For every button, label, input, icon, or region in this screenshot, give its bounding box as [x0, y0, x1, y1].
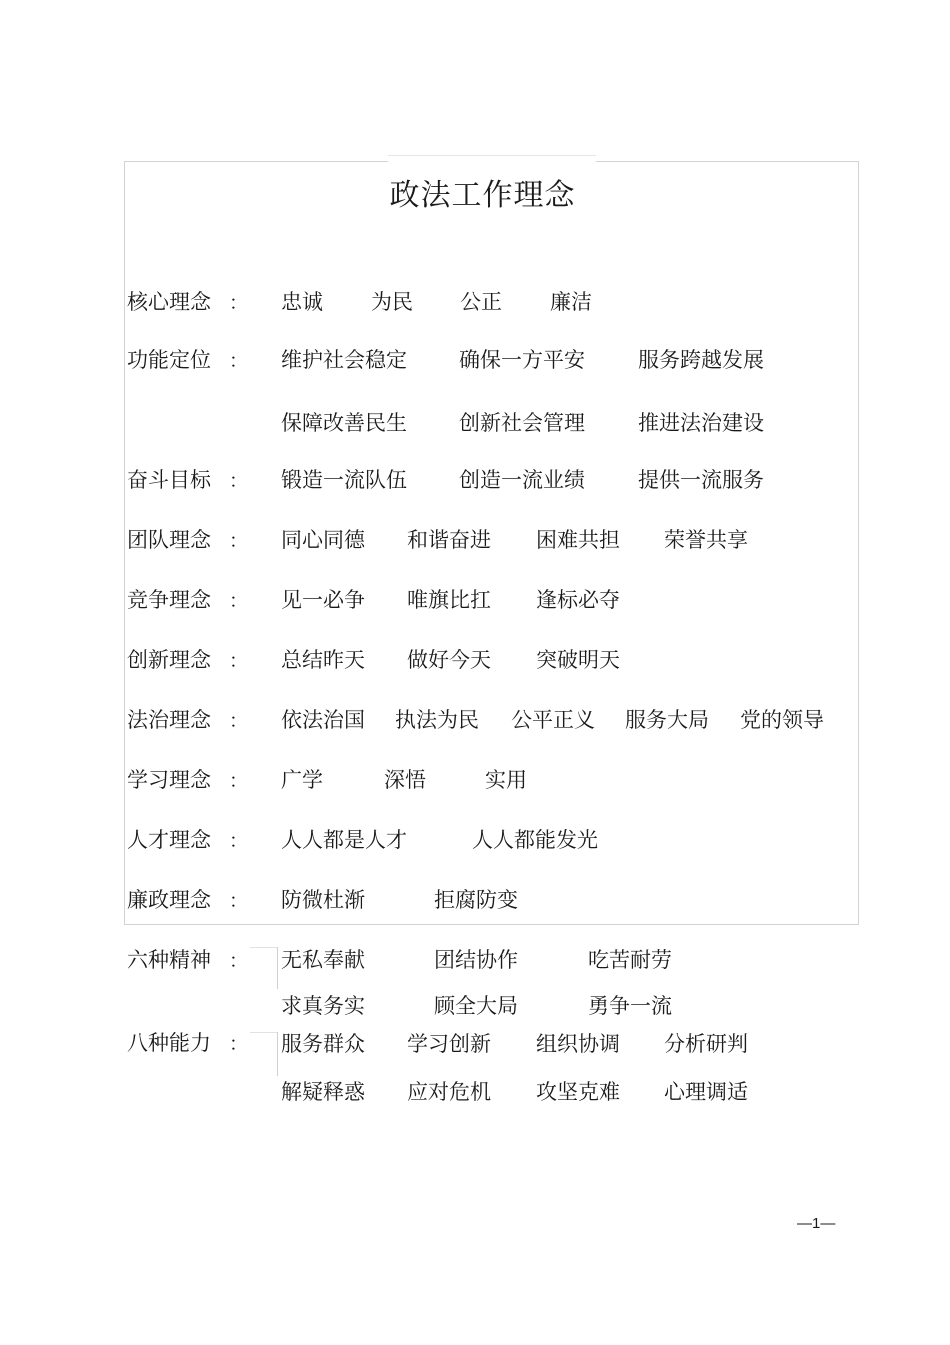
row-item: 人人都是人才: [281, 828, 407, 852]
row-label: 廉政理念: [127, 888, 211, 912]
row-colon: ：: [229, 650, 249, 672]
row-item: 维护社会稳定: [281, 348, 407, 372]
row-item: 组织协调: [536, 1032, 620, 1056]
row-item: 应对危机: [407, 1080, 491, 1104]
row-colon: ：: [229, 1033, 249, 1055]
row-item: 防微杜渐: [281, 888, 365, 912]
row-item: 为民: [371, 290, 413, 314]
row-label: 学习理念: [127, 768, 211, 792]
row-item: 见一必争: [281, 588, 365, 612]
row-item: 锻造一流队伍: [281, 468, 407, 492]
row-item: 攻坚克难: [536, 1080, 620, 1104]
row-item: 学习创新: [407, 1032, 491, 1056]
row-label: 奋斗目标: [127, 468, 211, 492]
title-gap: [388, 155, 596, 165]
bracket-line: [250, 947, 278, 948]
row-item: 保障改善民生: [281, 411, 407, 435]
row-item: 逢标必夺: [536, 588, 620, 612]
row-colon: ：: [229, 350, 249, 372]
row-item: 同心同德: [281, 528, 365, 552]
row-colon: ：: [229, 950, 249, 972]
row-item: 党的领导: [740, 708, 824, 732]
row-colon: ：: [229, 830, 249, 852]
row-item: 吃苦耐劳: [588, 948, 672, 972]
row-item: 无私奉献: [281, 948, 365, 972]
row-item: 忠诚: [281, 290, 323, 314]
row-label: 团队理念: [127, 528, 211, 552]
row-item: 创造一流业绩: [459, 468, 585, 492]
row-label: 创新理念: [127, 648, 211, 672]
bracket-line: [277, 947, 278, 989]
page-number: —1—: [797, 1215, 836, 1232]
bracket-line: [277, 1032, 278, 1076]
row-label: 六种精神: [127, 948, 211, 972]
row-colon: ：: [229, 770, 249, 792]
row-item: 分析研判: [664, 1032, 748, 1056]
row-item: 人人都能发光: [472, 828, 598, 852]
row-colon: ：: [229, 470, 249, 492]
row-item: 荣誉共享: [664, 528, 748, 552]
row-item: 团结协作: [434, 948, 518, 972]
row-item: 解疑释惑: [281, 1080, 365, 1104]
row-item: 服务跨越发展: [638, 348, 764, 372]
row-label: 法治理念: [127, 708, 211, 732]
row-item: 创新社会管理: [459, 411, 585, 435]
row-item: 执法为民: [395, 708, 479, 732]
row-label: 人才理念: [127, 828, 211, 852]
row-item: 勇争一流: [588, 994, 672, 1018]
row-item: 实用: [485, 768, 527, 792]
row-item: 求真务实: [281, 994, 365, 1018]
row-colon: ：: [229, 292, 249, 314]
row-item: 廉洁: [550, 290, 592, 314]
row-item: 公正: [460, 290, 502, 314]
row-item: 确保一方平安: [459, 348, 585, 372]
bracket-line: [250, 1032, 278, 1033]
row-item: 公平正义: [511, 708, 595, 732]
row-colon: ：: [229, 530, 249, 552]
row-item: 拒腐防变: [434, 888, 518, 912]
row-item: 心理调适: [664, 1080, 748, 1104]
row-item: 服务大局: [625, 708, 709, 732]
row-item: 服务群众: [281, 1032, 365, 1056]
row-item: 提供一流服务: [638, 468, 764, 492]
row-label: 竞争理念: [127, 588, 211, 612]
row-item: 顾全大局: [434, 994, 518, 1018]
document-title: 政法工作理念: [389, 178, 576, 213]
row-item: 突破明天: [536, 648, 620, 672]
row-colon: ：: [229, 890, 249, 912]
row-label: 功能定位: [127, 348, 211, 372]
row-label: 核心理念: [127, 290, 211, 314]
row-item: 依法治国: [281, 708, 365, 732]
row-item: 深悟: [384, 768, 426, 792]
row-item: 和谐奋进: [407, 528, 491, 552]
row-label: 八种能力: [127, 1031, 211, 1055]
row-item: 唯旗比扛: [407, 588, 491, 612]
row-colon: ：: [229, 590, 249, 612]
row-item: 困难共担: [536, 528, 620, 552]
row-colon: ：: [229, 710, 249, 732]
row-item: 推进法治建设: [638, 411, 764, 435]
row-item: 做好今天: [407, 648, 491, 672]
row-item: 总结昨天: [281, 648, 365, 672]
row-item: 广学: [281, 768, 323, 792]
